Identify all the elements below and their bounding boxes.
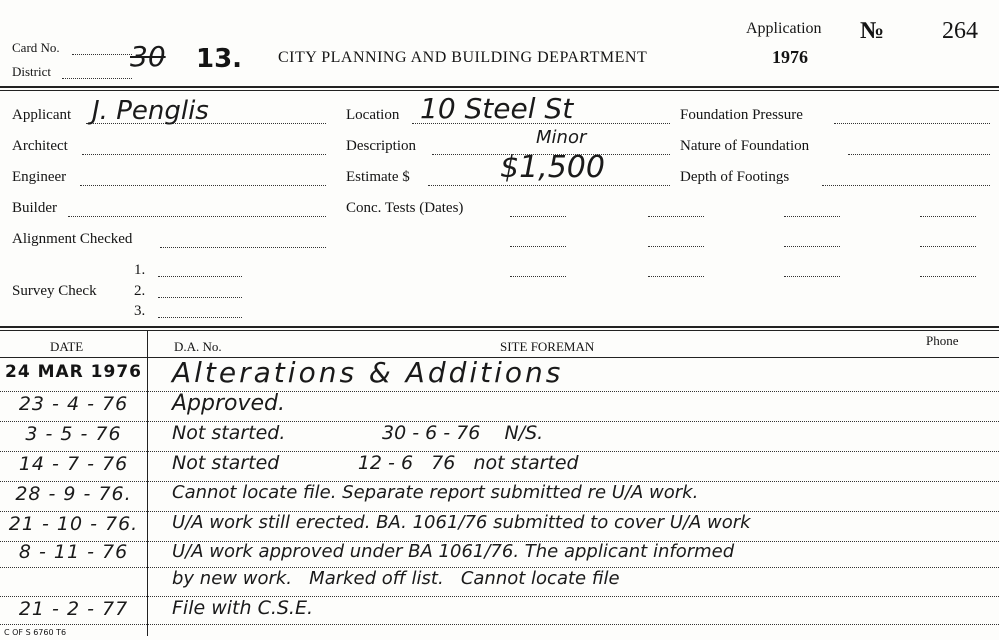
card-no-struck-value: 30: [130, 40, 166, 73]
location-value: 10 Steel St: [420, 92, 574, 125]
log-date: 23 - 4 - 76: [18, 393, 129, 415]
log-entry: Not started. 30 - 6 - 76 N/S.: [172, 422, 544, 444]
log-entry: U/A work approved under BA 1061/76. The applicant informed: [172, 541, 735, 562]
site-foreman-column-header: SITE FOREMAN: [500, 339, 595, 354]
log-entry: Not started 12 - 6 76 not started: [172, 452, 579, 474]
estimate-value: $1,500: [500, 150, 605, 185]
engineer-label: Engineer: [12, 169, 67, 185]
application-label: Application: [746, 20, 822, 37]
description-value: Minor: [536, 127, 587, 148]
alignment-checked-label: Alignment Checked: [12, 231, 133, 247]
da-no-column-header: D.A. No.: [174, 339, 222, 354]
log-entry: by new work. Marked off list. Cannot locate file: [172, 568, 620, 589]
estimate-label: Estimate $: [346, 169, 410, 185]
description-label: Description: [346, 138, 416, 154]
card-no-label: Card No.: [12, 40, 60, 55]
log-date: 3 - 5 - 76: [25, 423, 122, 445]
log-entry: Cannot locate file. Separate report submitted re U/A work.: [172, 482, 699, 503]
nature-of-foundation-label: Nature of Foundation: [680, 138, 810, 154]
log-date: 8 - 11 - 76: [18, 541, 129, 563]
conc-tests-label: Conc. Tests (Dates): [346, 200, 464, 216]
application-year: 1976: [772, 47, 808, 67]
application-number: 264: [942, 18, 978, 44]
survey-check-label: Survey Check: [12, 283, 97, 299]
log-date: 21 - 2 - 77: [18, 598, 129, 620]
log-date: 14 - 7 - 76: [18, 453, 129, 475]
depth-of-footings-label: Depth of Footings: [680, 169, 790, 185]
architect-label: Architect: [12, 138, 68, 154]
location-label: Location: [346, 107, 400, 123]
log-entry: Alterations & Additions: [172, 356, 564, 389]
form-code: C OF S 6760 T6: [4, 628, 67, 637]
survey-3-label: 3.: [134, 303, 146, 319]
builder-label: Builder: [12, 200, 57, 216]
foundation-pressure-label: Foundation Pressure: [680, 107, 803, 123]
log-date: 21 - 10 - 76.: [8, 513, 139, 535]
survey-2-label: 2.: [134, 283, 146, 299]
log-entry: U/A work still erected. BA. 1061/76 submitted to cover U/A work: [172, 512, 751, 533]
card-no-value: 13.: [196, 44, 243, 74]
log-date: 28 - 9 - 76.: [15, 483, 132, 505]
department-title: CITY PLANNING AND BUILDING DEPARTMENT: [278, 49, 648, 66]
district-label: District: [12, 64, 51, 79]
log-date: 24 MAR 1976: [5, 362, 142, 382]
applicant-label: Applicant: [12, 107, 72, 123]
number-sign: №: [860, 18, 885, 44]
survey-1-label: 1.: [134, 262, 146, 278]
phone-column-header: Phone: [926, 333, 959, 348]
applicant-value: J. Penglis: [92, 96, 209, 126]
log-entry: File with C.S.E.: [172, 597, 314, 619]
date-column-header: DATE: [50, 339, 84, 354]
log-entry: Approved.: [172, 391, 285, 416]
